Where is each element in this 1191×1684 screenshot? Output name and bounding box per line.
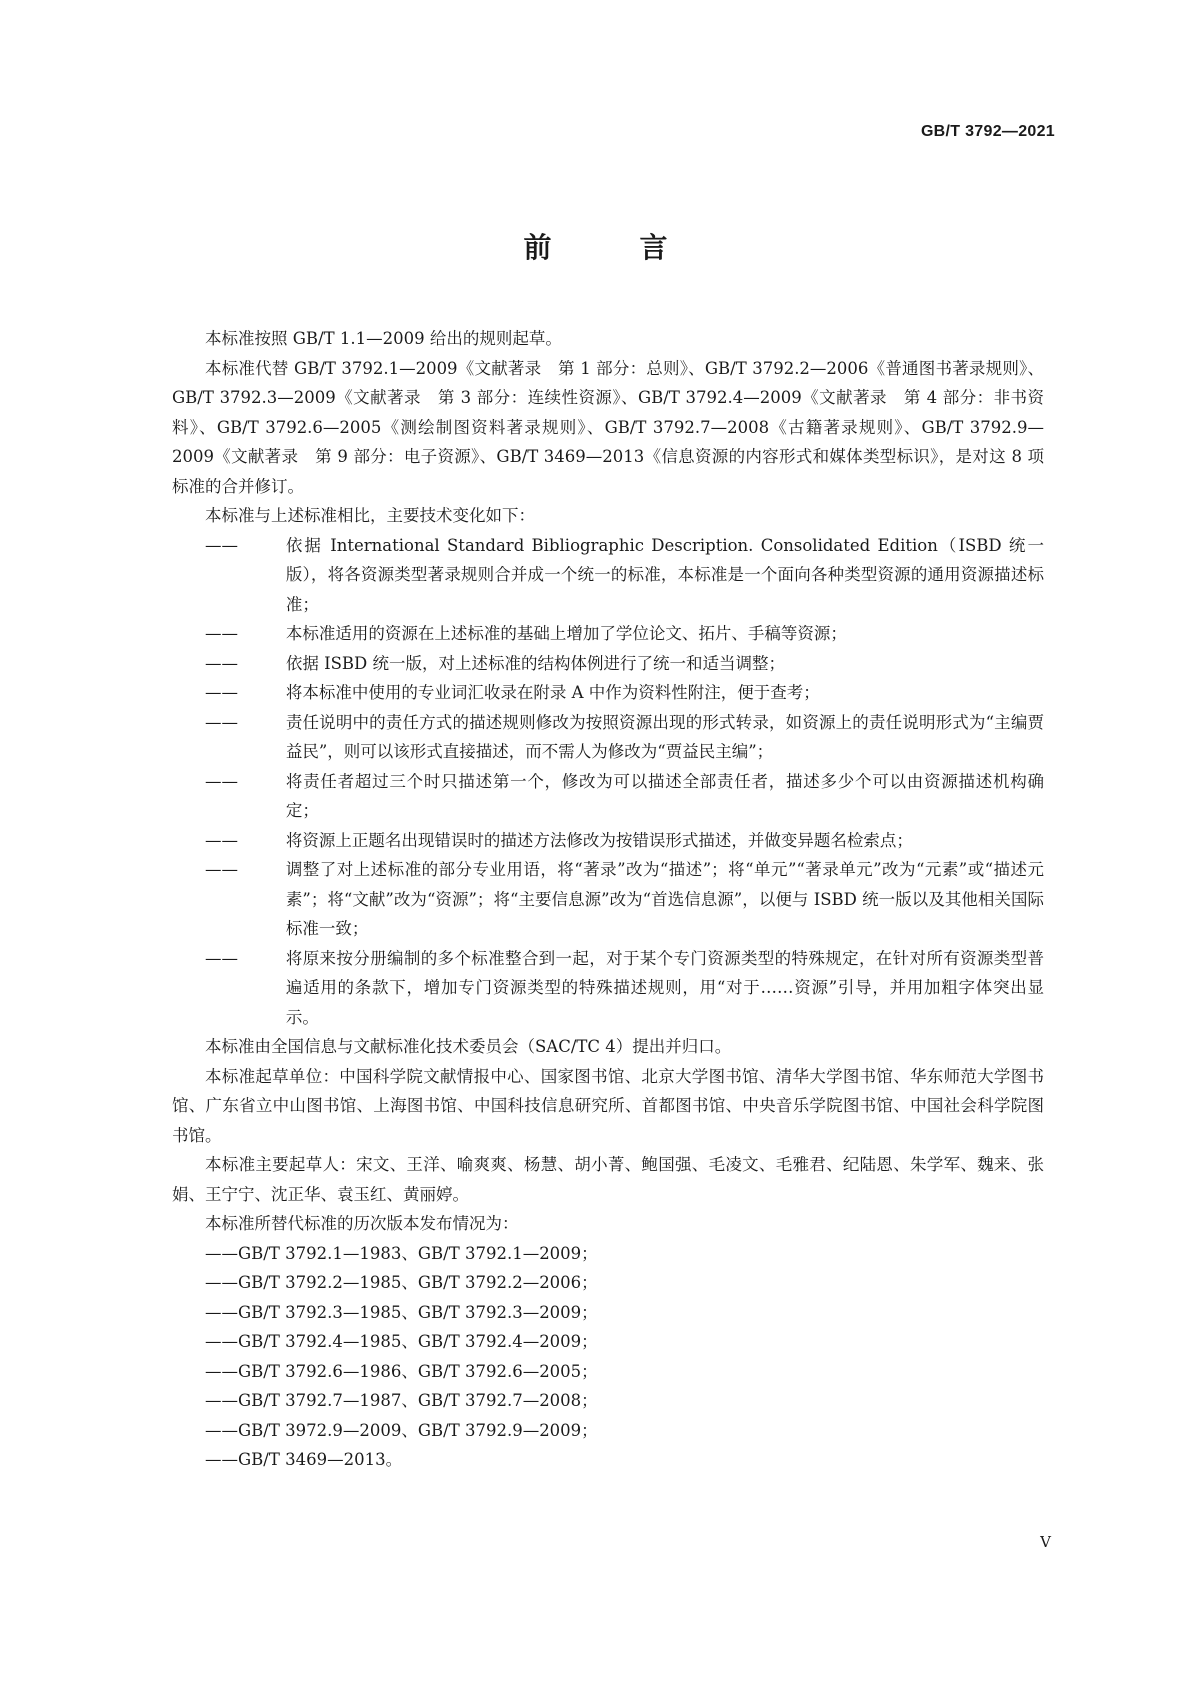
- page-number: V: [1040, 1533, 1051, 1551]
- list-item: [205, 1386, 1044, 1416]
- dash-marker: ——: [205, 1273, 238, 1292]
- list-item-text: GB/T 3792.3—1985、GB/T 3792.3—2009；: [238, 1302, 598, 1322]
- list-item-text: 责任说明中的责任方式的描述规则修改为按照资源出现的形式转录，如资源上的责任说明形式为“主编贾益民”，则可以该形式直接描述，而不需人为修改为“贾益民主编”；: [285, 712, 1044, 761]
- dash-marker: ——: [205, 653, 238, 673]
- list-item: [205, 531, 1044, 620]
- list-item: [205, 1268, 1044, 1298]
- list-item-text: GB/T 3972.9—2009、GB/T 3792.9—2009；: [238, 1420, 598, 1440]
- dash-marker: ——: [205, 712, 238, 732]
- list-item: [205, 826, 1044, 856]
- dash-marker: ——: [205, 1332, 238, 1351]
- list-item-text: GB/T 3469—2013。: [238, 1450, 403, 1469]
- dash-marker: ——: [205, 1391, 238, 1410]
- list-item-text: 调整了对上述标准的部分专业用语，将“著录”改为“描述”；将“单元”“著录单元”改为“元素”或“描述元素”；将“文献”改为“资源”；将“主要信息源”改为“首选信息源”，以便与 ISBD 统一版以及其他相关国际标准一致；: [285, 860, 1044, 938]
- dash-marker: ——: [205, 1420, 238, 1440]
- list-item-text: GB/T 3792.7—1987、GB/T 3792.7—2008；: [238, 1391, 598, 1410]
- dash-marker: ——: [205, 683, 238, 702]
- list-item-text: GB/T 3792.1—1983、GB/T 3792.1—2009；: [238, 1243, 598, 1263]
- list-item: [205, 1327, 1044, 1357]
- list-item-text: 依据 ISBD 统一版，对上述标准的结构体例进行了统一和适当调整；: [285, 653, 786, 673]
- list-item-text: GB/T 3792.2—1985、GB/T 3792.2—2006；: [238, 1273, 598, 1292]
- list-item-text: 本标准适用的资源在上述标准的基础上增加了学位论文、拓片、手稿等资源；: [285, 624, 847, 643]
- dash-marker: ——: [205, 535, 238, 555]
- drafting-rules-paragraph: 本标准按照 GB/T 1.1—2009 给出的规则起草。: [205, 329, 562, 348]
- dash-marker: ——: [205, 1302, 238, 1322]
- standard-code-header: GB/T 3792—2021: [920, 123, 1055, 140]
- list-item: [205, 1298, 1044, 1328]
- list-item: [205, 708, 1044, 767]
- committee-paragraph: 本标准由全国信息与文献标准化技术委员会（SAC/TC 4）提出并归口。: [205, 1037, 732, 1056]
- list-item-text: 将本标准中使用的专业词汇收录在附录 A 中作为资料性附注，便于查考；: [285, 683, 820, 702]
- list-item: [205, 1416, 1044, 1446]
- dash-marker: ——: [205, 860, 238, 879]
- dash-marker: ——: [205, 624, 238, 643]
- list-item: [205, 855, 1044, 944]
- list-item: [205, 678, 1044, 708]
- dash-marker: ——: [205, 771, 238, 791]
- changes-intro-paragraph: 本标准与上述标准相比，主要技术变化如下：: [205, 506, 535, 525]
- list-item: [205, 1445, 1044, 1475]
- list-item-text: 依据 International Standard Bibliographic Description. Consolidated Edition（ISBD 统一版），将各资源类型著录规则合并成一个统一的标准，本标准是一个面向各种类型资源的通用资源描述标准；: [285, 535, 1044, 614]
- page-title: 前 言: [523, 231, 698, 264]
- dash-marker: ——: [205, 1450, 238, 1469]
- list-item-text: GB/T 3792.4—1985、GB/T 3792.4—2009；: [238, 1332, 598, 1351]
- list-item: [205, 1357, 1044, 1387]
- list-item-text: 将责任者超过三个时只描述第一个，修改为可以描述全部责任者，描述多少个可以由资源描述机构确定；: [285, 771, 1044, 820]
- list-item-text: 将原来按分册编制的多个标准整合到一起，对于某个专门资源类型的特殊规定，在针对所有资源类型普遍适用的条款下，增加专门资源类型的特殊描述规则，用“对于……资源”引导，并用加粗字体突出显示。: [285, 948, 1044, 1027]
- list-item: [205, 1239, 1044, 1269]
- technical-changes-list: [172, 531, 1044, 1033]
- list-item: [205, 767, 1044, 826]
- version-history-list: [172, 1239, 1044, 1475]
- drafters-paragraph: 本标准主要起草人：宋文、王洋、喻爽爽、杨慧、胡小菁、鲍国强、毛凌文、毛雅君、纪陆恩、朱学军、魏来、张娟、王宁宁、沈正华、袁玉红、黄丽婷。: [172, 1155, 1044, 1204]
- dash-marker: ——: [205, 948, 238, 968]
- list-item: [205, 649, 1044, 679]
- drafting-units-paragraph: 本标准起草单位：中国科学院文献情报中心、国家图书馆、北京大学图书馆、清华大学图书馆、华东师范大学图书馆、广东省立中山图书馆、上海图书馆、中国科技信息研究所、首都图书馆、中央音乐学院图书馆、中国社会科学院图书馆。: [172, 1066, 1044, 1145]
- history-intro-paragraph: 本标准所替代标准的历次版本发布情况为：: [205, 1214, 519, 1233]
- replacement-paragraph: 本标准代替 GB/T 3792.1—2009《文献著录 第 1 部分：总则》、GB/T 3792.2—2006《普通图书著录规则》、GB/T 3792.3—2009《文献著录 第 3 部分：连续性资源》、GB/T 3792.4—2009《文献著录 第 4 部分：非书资料》、GB/T 3792.6—2005《测绘制图资料著录规则》、GB/T 3792.7—2008《古籍著录规则》、GB/T 3792.9—2009《文献著录 第 9 部分：电子资源》、GB/T 3469—2013《信息资源的内容形式和媒体类型标识》，是对这 8 项标准的合并修订。: [172, 358, 1044, 496]
- dash-marker: ——: [205, 1361, 238, 1381]
- list-item-text: 将资源上正题名出现错误时的描述方法修改为按错误形式描述，并做变异题名检索点；: [285, 830, 913, 850]
- foreword-body: [172, 324, 1044, 1475]
- list-item: [205, 944, 1044, 1033]
- list-item: [205, 619, 1044, 649]
- dash-marker: ——: [205, 830, 238, 850]
- dash-marker: ——: [205, 1243, 238, 1263]
- list-item-text: GB/T 3792.6—1986、GB/T 3792.6—2005；: [238, 1361, 598, 1381]
